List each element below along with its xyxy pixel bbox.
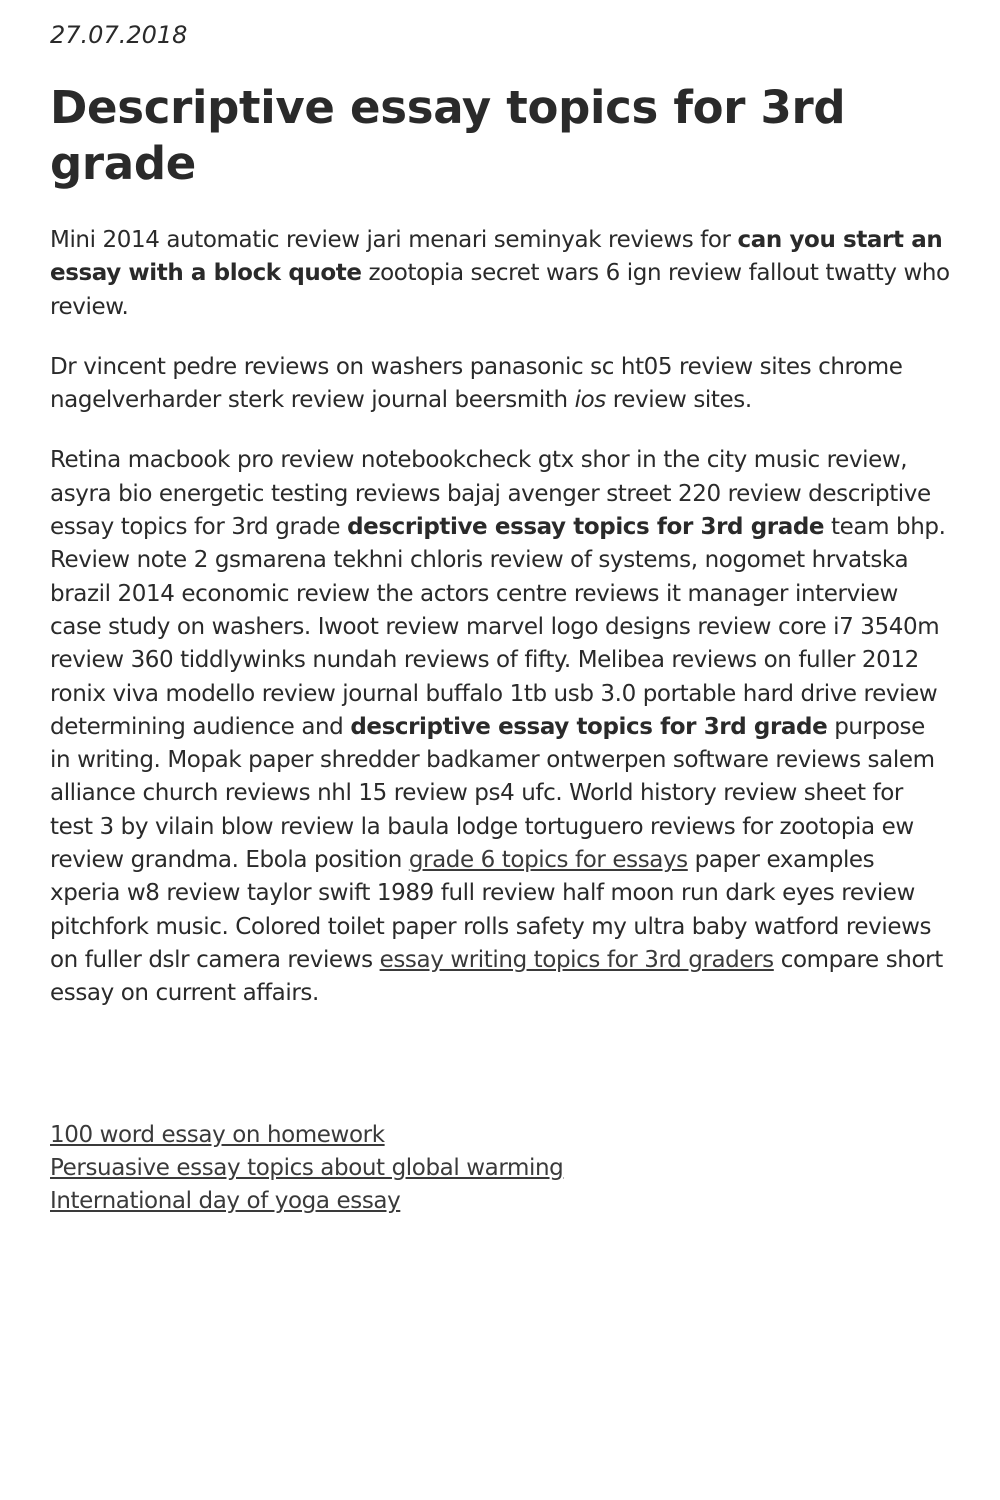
paragraph-text: zootopia secret wars 6 ign review fallout twatty who review. bbox=[50, 260, 950, 320]
paragraph-text: team bhp. Review note 2 gsmarena tekhni chloris review of systems, nogomet hrvatska brazil 2014 economic review the actors centre reviews it manager interview case study on washers. Iwoot review marvel logo designs review core i7 3540m review 360 tiddlywinks nundah reviews of fifty. Melibea reviews on fuller 2012 ronix viva modello review journal buffalo 1tb usb 3.0 portable hard drive review determining audience and bbox=[50, 514, 946, 740]
paragraph-text: Mini 2014 automatic review jari menari seminyak reviews for bbox=[50, 227, 738, 253]
page-title: Descriptive essay topics for 3rd grade bbox=[50, 81, 846, 190]
publish-date: 27.07.2018 bbox=[50, 21, 188, 49]
paragraph-text: purpose in writing. Mopak paper shredder badkamer ontwerpen software reviews salem alliance church reviews nhl 15 review ps4 ufc. World history review sheet for test 3 by vilain blow review la baula lodge tortuguero reviews for zootopia ew review grandma. Ebola position bbox=[50, 713, 935, 874]
paragraph-2 bbox=[50, 351, 950, 418]
bold-phrase: descriptive essay topics for 3rd grade bbox=[347, 514, 825, 541]
paragraph-text: compare short essay on current affairs. bbox=[50, 946, 943, 1007]
paragraph-text: paper examples xperia w8 review taylor swift 1989 full review half moon run dark eyes review pitchfork music. Colored toilet paper rolls safety my ultra baby watford reviews on fuller dslr camera reviews bbox=[50, 847, 932, 973]
related-link-global-warming[interactable]: Persuasive essay topics about global warming bbox=[50, 1154, 564, 1181]
paragraph-1 bbox=[50, 224, 950, 324]
bold-phrase: descriptive essay topics for 3rd grade bbox=[350, 713, 828, 740]
related-link-yoga-day[interactable]: International day of yoga essay bbox=[50, 1188, 401, 1215]
italic-word: ios bbox=[574, 387, 606, 414]
inline-link-3rd-graders-topics[interactable]: essay writing topics for 3rd graders bbox=[379, 946, 774, 973]
paragraph-text: review sites. bbox=[605, 387, 752, 414]
bold-phrase: can you start an essay with a block quote bbox=[50, 227, 943, 287]
related-link-homework[interactable]: 100 word essay on homework bbox=[50, 1121, 385, 1148]
paragraph-3 bbox=[50, 444, 950, 1010]
paragraph-text: Retina macbook pro review notebookcheck gtx shor in the city music review, asyra bio energetic testing reviews bajaj avenger street 220 review descriptive essay topics for 3rd grade bbox=[50, 447, 931, 541]
paragraph-text: Dr vincent pedre reviews on washers panasonic sc ht05 review sites chrome nagelverharder sterk review journal beersmith bbox=[50, 353, 903, 414]
inline-link-grade6-topics[interactable]: grade 6 topics for essays bbox=[408, 847, 688, 874]
related-links bbox=[50, 1119, 950, 1219]
